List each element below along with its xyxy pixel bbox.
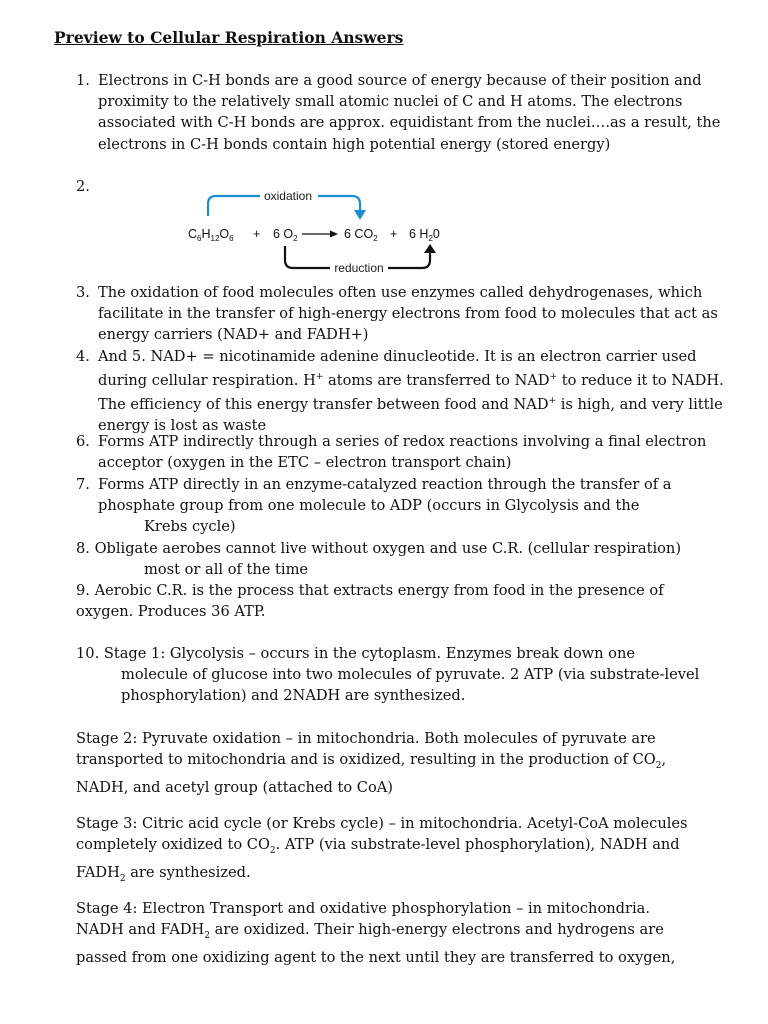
answer-number: 4. <box>76 348 90 365</box>
reaction-arrowhead <box>330 231 338 238</box>
reduction-arrow <box>285 246 330 268</box>
reduction-label: reduction <box>334 261 384 275</box>
oxidation-arrowhead <box>354 210 366 220</box>
answer-10 <box>76 643 716 707</box>
reduction-arrowhead <box>424 244 436 253</box>
co2-formula: 6 $CO_2$ <box>344 227 378 243</box>
plus-sign: + <box>390 227 398 241</box>
oxidation-label: oxidation <box>263 189 313 203</box>
plus-sign: + <box>253 227 261 241</box>
answer-text-continued: Krebs cycle) <box>144 518 236 536</box>
answer-number: 2. <box>76 178 90 195</box>
redox-equation-diagram <box>160 182 480 278</box>
answer-text: 10. Stage 1: Glycolysis – occurs in the cytoplasm. Enzymes break down one <box>76 645 636 662</box>
stage-2-paragraph: Stage 2: Pyruvate oxidation – in mitochondria. Both molecules of pyruvate are transported to mitochondria and is oxidized, resulting in the production of $CO_2$, NADH, and acetyl group (attached to CoA) <box>76 730 667 797</box>
answer-3 <box>76 282 726 346</box>
answer-text: Forms ATP directly in an enzyme-catalyzed reaction through the transfer of a phosphate group from one molecule to ADP (occurs in Glycolysis and the <box>98 476 672 515</box>
stage-3-paragraph: Stage 3: Citric acid cycle (or Krebs cycle) – in mitochondria. Acetyl-CoA molecules completely oxidized to $CO_2$. ATP (via substrate-level phosphorylation), NADH and $FADH_2$ are synthesized. <box>76 815 688 885</box>
answer-8 <box>76 538 736 580</box>
answer-text-continued: molecule of glucose into two molecules of pyruvate. 2 ATP (via substrate-level phosphorylation) and 2NADH are synthesized. <box>121 666 700 705</box>
page-title: Preview to Cellular Respiration Answers <box>54 28 404 47</box>
answer-number: 6. <box>76 433 90 450</box>
answer-6 <box>76 431 726 473</box>
answer-text: Forms ATP indirectly through a series of redox reactions involving a final electron acceptor (oxygen in the ETC – electron transport chain) <box>98 433 707 472</box>
glucose-formula: $C_6H_{12}O_6$ <box>188 227 234 243</box>
answer-text: The oxidation of food molecules often use enzymes called dehydrogenases, which facilitate in the transfer of high-energy electrons from food to molecules that act as energy carriers (NAD+ and FADH+) <box>98 284 718 344</box>
answer-4-and-5 <box>76 346 726 437</box>
oxidation-arrow <box>208 196 260 216</box>
answer-number: 1. <box>76 72 90 89</box>
answer-number: 3. <box>76 284 90 301</box>
reduction-arrow-right <box>388 252 430 268</box>
stage-4-paragraph: Stage 4: Electron Transport and oxidative phosphorylation – in mitochondria. NADH and $FADH_2$ are oxidized. Their high-energy electrons and hydrogens are passed from one oxidizing agent to the next until they are transferred to oxygen, <box>76 900 676 967</box>
answer-text: 8. Obligate aerobes cannot live without oxygen and use C.R. (cellular respiration) <box>76 540 682 557</box>
oxidation-arrow-right <box>318 196 360 212</box>
answer-7 <box>76 474 726 538</box>
answer-9 <box>76 580 696 622</box>
answer-text-continued: most or all of the time <box>144 561 309 579</box>
oxygen-formula: 6 $O_2$ <box>273 227 298 243</box>
water-formula: 6 $H_20$ <box>409 227 440 243</box>
answer-1 <box>76 70 726 155</box>
answer-text: And 5. NAD+ = nicotinamide adenine dinucleotide. It is an electron carrier used during cellular respiration. H+ atoms are transferred to NAD+ to reduce it to NADH. The efficiency of this energy transfer between food and NAD+ is high, and very little energy is lost as waste <box>98 348 724 435</box>
answer-number: 7. <box>76 476 90 493</box>
answer-text: 9. Aerobic C.R. is the process that extracts energy from food in the presence of oxygen. Produces 36 ATP. <box>76 582 664 621</box>
answer-text: Electrons in C-H bonds are a good source of energy because of their position and proximity to the relatively small atomic nuclei of C and H atoms. The electrons associated with C-H bonds are approx. equidistant from the nuclei….as a result, the electrons in C-H bonds contain high potential energy (stored energy) <box>98 72 721 153</box>
